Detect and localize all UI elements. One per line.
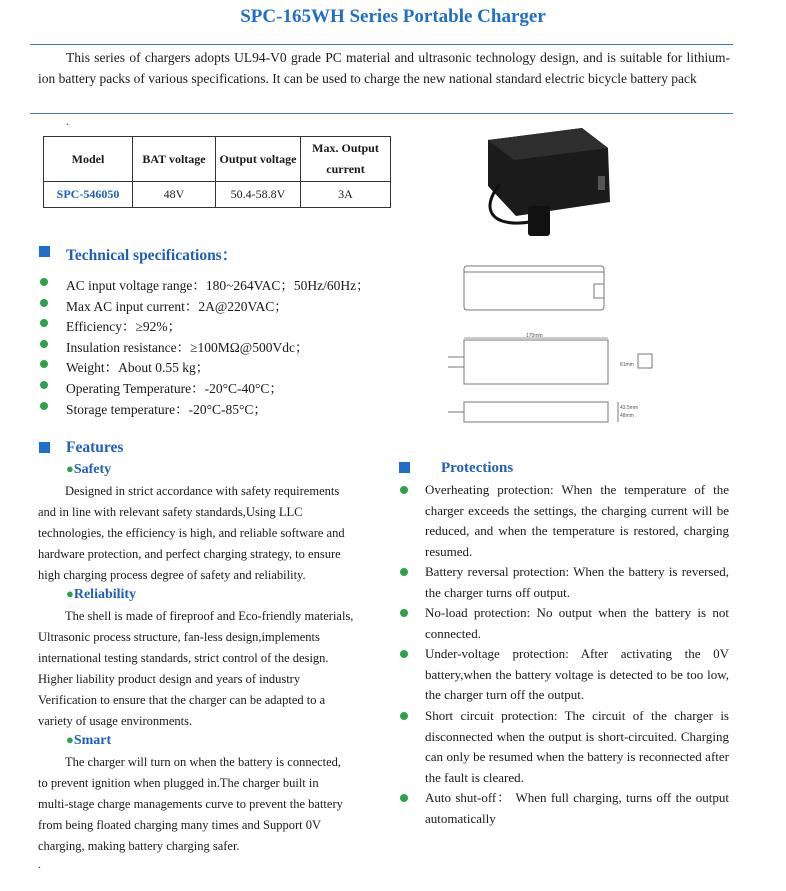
drawing-top-view	[464, 340, 608, 384]
text-line: Designed in strict accordance with safety requirements	[65, 484, 340, 498]
spec-item: Weight：About 0.55 kg；	[66, 360, 210, 375]
bullet	[40, 299, 48, 307]
drawing-height-label-2: 48mm	[620, 413, 634, 419]
text-line: Verification to ensure that the charger can be adapted to a	[38, 693, 326, 707]
drawing-length-label: 170mm	[526, 333, 543, 339]
dimension-drawing	[440, 262, 660, 437]
protection-item: Battery reversal protection: When the battery is reversed, the charger turns off output.	[425, 564, 729, 600]
table-row	[44, 182, 391, 208]
table-cell: 3A	[301, 182, 391, 208]
bullet	[400, 650, 408, 658]
spec-item: Efficiency：≥92%；	[66, 319, 182, 334]
drawing-side-view	[464, 402, 608, 422]
bullet	[400, 568, 408, 576]
text-line: charging, making battery charging safer.	[38, 839, 240, 853]
spec-item: Storage temperature：-20°C-85°C；	[66, 402, 267, 417]
bullet	[40, 402, 48, 410]
features-heading: Features	[66, 439, 124, 456]
table-cell-model: SPC-546050	[44, 182, 133, 208]
protection-item: Short circuit protection: The circuit of the charger is disconnected when the output is short-circuited. Charging can only be resumed when the battery is reconnected after the fault is cleared.	[425, 708, 729, 785]
spec-item: Max AC input current：2A@220VAC；	[66, 299, 288, 314]
text-line: multi-stage charge managements curve to prevent the battery	[38, 797, 343, 811]
charger-socket	[598, 176, 605, 190]
bullet	[400, 609, 408, 617]
bullet	[40, 278, 48, 286]
table-header-row	[44, 137, 391, 182]
stray-dot: .	[38, 857, 41, 871]
safety-paragraph	[38, 481, 368, 586]
protection-item: Overheating protection: When the temperature of the charger exceeds the settings, the charging current will be reduced, and when the temperature is restored, charging resumed.	[425, 482, 729, 559]
charger-photo	[470, 118, 630, 248]
bullet	[40, 340, 48, 348]
text-line: international testing standards, strict control of the design.	[38, 651, 329, 665]
protection-item: Under-voltage protection: After activating the 0V battery,when the battery voltage is detected to be too low, the charger turn off the output.	[425, 646, 729, 702]
text-line: Higher liability product design and years of industry	[38, 672, 301, 686]
text-line: hardware protection, and perfect charging strategy, to ensure	[38, 547, 341, 561]
drawing-iso-socket	[594, 284, 604, 298]
spec-table	[43, 136, 391, 208]
smart-paragraph	[38, 752, 368, 857]
spec-item: Operating Temperature：-20°C-40°C；	[66, 381, 283, 396]
text-line: The shell is made of fireproof and Eco-friendly materials,	[65, 609, 354, 623]
smart-title: ●Smart	[66, 732, 112, 748]
protection-item: No-load protection: No output when the battery is not connected.	[425, 605, 729, 641]
table-header-cell: BAT voltage	[133, 137, 216, 182]
table-header-cell: Output voltage	[216, 137, 301, 182]
spec-item: AC input voltage range：180~264VAC；50Hz/60Hz；	[66, 278, 370, 293]
bullet	[40, 381, 48, 389]
section-marker	[39, 442, 50, 453]
text-line: from being floated charging many times and Support 0V	[38, 818, 322, 832]
bullet	[400, 794, 408, 802]
title-divider	[30, 44, 733, 45]
table-header-cell: Model	[44, 137, 133, 182]
table-cell: 48V	[133, 182, 216, 208]
drawing-iso-view	[464, 266, 604, 310]
safety-title: ●Safety	[66, 461, 112, 477]
table-cell: 50.4-58.8V	[216, 182, 301, 208]
spec-item: Insulation resistance：≥100MΩ@500Vdc；	[66, 340, 309, 355]
plug	[528, 206, 550, 236]
intro-paragraph: This series of chargers adopts UL94-V0 grade PC material and ultrasonic technology design, and is suitable for lithium-ion battery packs of various specifications. It can be used to charge the new national standard electric bicycle battery pack	[38, 50, 730, 86]
tech-spec-heading: Technical specifications：	[66, 247, 238, 264]
text-line: and in line with relevant safety standards,Using LLC	[38, 505, 303, 519]
bullet	[40, 319, 48, 327]
text-line: to prevent ignition when plugged in.The charger built in	[38, 776, 319, 790]
stray-dot: .	[66, 114, 69, 128]
drawing-socket-end	[638, 354, 652, 368]
bullet	[40, 360, 48, 368]
section-marker	[399, 462, 410, 473]
drawing-height-label: 43.5mm	[620, 405, 639, 411]
text-line: technologies, the efficiency is high, and reliable software and	[38, 526, 345, 540]
text-line: variety of usage environments.	[38, 714, 193, 728]
text-line: high charging process degree of safety and reliability.	[38, 568, 306, 582]
page-title: SPC-165WH Series Portable Charger	[240, 6, 546, 27]
reliability-paragraph	[38, 606, 368, 732]
table-header-cell: Max. Output current	[301, 137, 391, 182]
text-line: Ultrasonic process structure, fan-less design,implements	[38, 630, 320, 644]
drawing-width-label: 81mm	[620, 362, 634, 368]
reliability-title: ●Reliability	[66, 586, 137, 602]
bullet	[400, 712, 408, 720]
text-line: The charger will turn on when the battery is connected,	[65, 755, 342, 769]
protection-item: Auto shut-off： When full charging, turns off the output automatically	[425, 790, 729, 826]
bullet	[400, 486, 408, 494]
protections-heading: Protections	[441, 460, 514, 476]
intro-divider	[30, 113, 733, 114]
section-marker	[39, 246, 50, 257]
